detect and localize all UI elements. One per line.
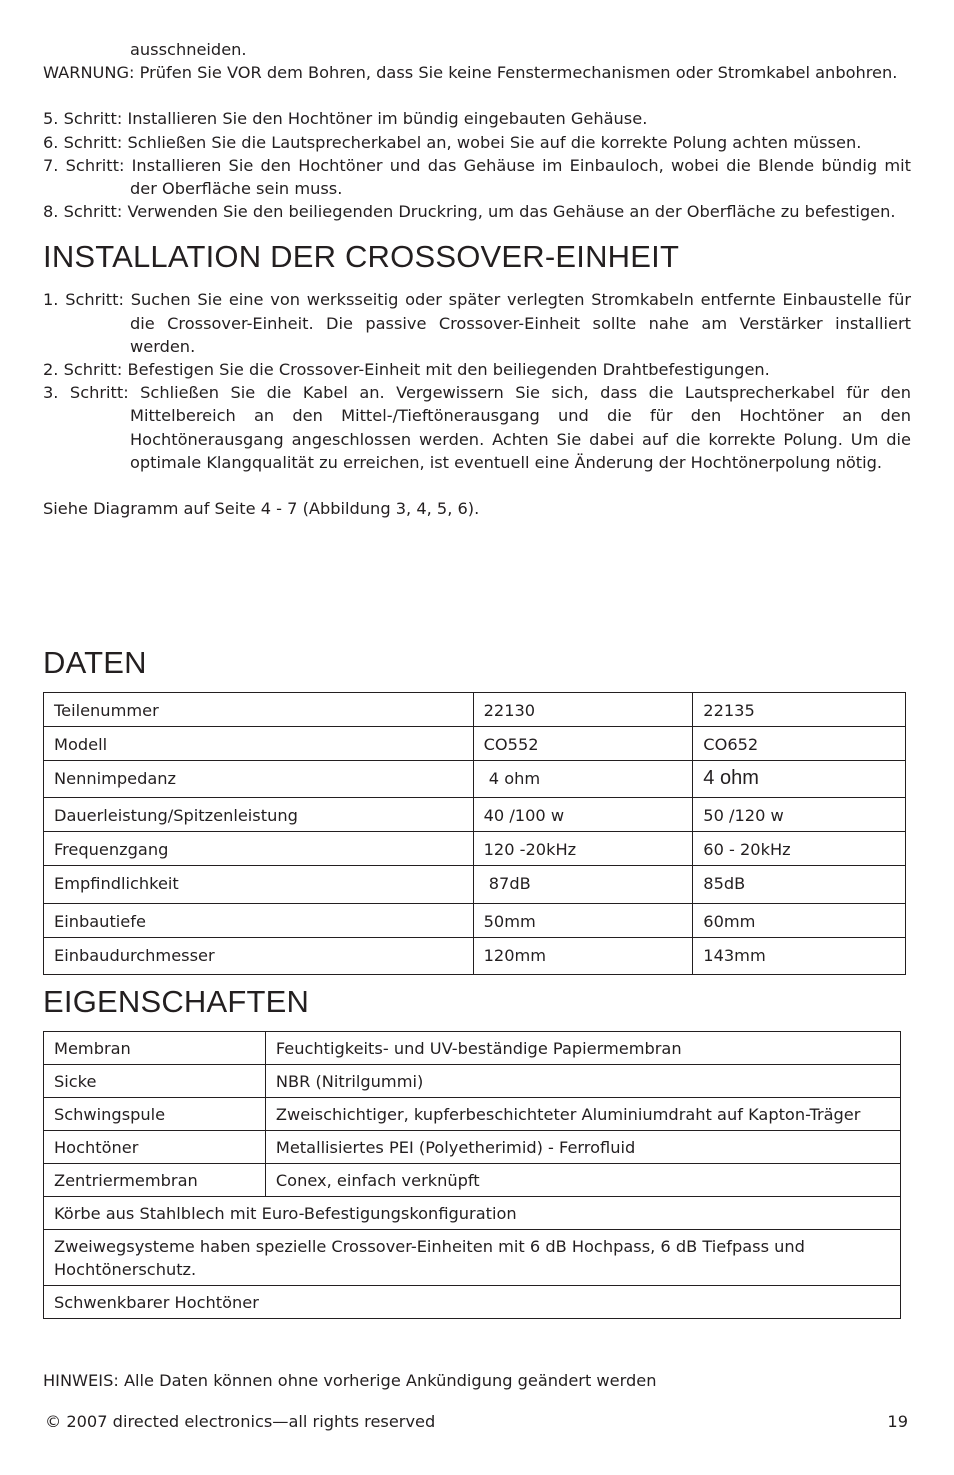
spec-value-22135: 22135 <box>693 693 906 727</box>
spec-label: Einbaudurchmesser <box>44 938 474 975</box>
spec-label: Modell <box>44 727 474 761</box>
table-row <box>44 1098 901 1131</box>
feature-full-row: Zweiwegsysteme haben spezielle Crossover-Einheiten mit 6 dB Hochpass, 6 dB Tiefpass und Hochtönerschutz. <box>44 1230 901 1286</box>
step-text: Schließen Sie die Lautsprecherkabel an, wobei Sie auf die korrekte Polung achten müssen. <box>127 132 862 152</box>
feature-label: Schwingspule <box>44 1098 266 1131</box>
spec-label: Nennimpedanz <box>44 761 474 798</box>
feature-value: Metallisiertes PEI (Polyetherimid) - Ferrofluid <box>265 1131 900 1164</box>
step-item <box>43 358 911 381</box>
spec-label: Einbautiefe <box>44 904 474 938</box>
spec-value-22130: 50mm <box>473 904 693 938</box>
step-text: Verwenden Sie den beiliegenden Druckring, um das Gehäuse an der Oberfläche zu befestigen. <box>127 202 896 222</box>
step-text: Installieren Sie den Hochtöner und das Gehäuse im Einbauloch, wobei die Blende bündig mit der Oberfläche sein muss. <box>130 155 911 199</box>
feature-label: Sicke <box>44 1065 266 1098</box>
feature-value: Feuchtigkeits- und UV-beständige Papiermembran <box>265 1032 900 1065</box>
step-item <box>43 288 911 358</box>
steps-list <box>43 107 911 223</box>
step-label: 7. Schritt: <box>43 155 125 175</box>
step-label: 3. Schritt: <box>43 383 129 403</box>
feature-label: Hochtöner <box>44 1131 266 1164</box>
step-item <box>43 107 911 130</box>
step-label: 2. Schritt: <box>43 360 123 380</box>
spec-value-22130: CO552 <box>473 727 693 761</box>
table-row <box>44 1032 901 1065</box>
crossover-steps <box>43 288 911 474</box>
intro-continuation: ausschneiden. <box>130 40 247 59</box>
eigenschaften-heading: EIGENSCHAFTEN <box>43 984 310 1019</box>
warning-text: WARNUNG: Prüfen Sie VOR dem Bohren, dass Sie keine Fenstermechanismen oder Stromkabel anbohren. <box>43 63 898 83</box>
spec-label: Teilenummer <box>44 693 474 727</box>
step-item <box>43 154 911 200</box>
step-text: Befestigen Sie die Crossover-Einheit mit den beiliegenden Drahtbefestigungen. <box>127 360 770 380</box>
spec-label: Dauerleistung/Spitzenleistung <box>44 798 474 832</box>
footer-copyright: © 2007 directed electronics—all rights reserved <box>45 1412 436 1431</box>
feature-label: Membran <box>44 1032 266 1065</box>
step-text: Suchen Sie eine von werksseitig oder später verlegten Stromkabeln entfernte Einbaustelle für die Crossover-Einheit. Die passive Crossover-Einheit sollte nahe am Verstärker installiert werden. <box>130 290 911 356</box>
feature-value: Zweischichtiger, kupferbeschichteter Aluminiumdraht auf Kapton-Träger <box>265 1098 900 1131</box>
spec-value-22130: 120mm <box>473 938 693 975</box>
daten-heading: DATEN <box>43 645 147 680</box>
spec-label: Frequenzgang <box>44 832 474 866</box>
spec-value-22135: 143mm <box>693 938 906 975</box>
page-body <box>43 38 911 520</box>
spec-value-22135: 85dB <box>693 866 906 904</box>
table-row <box>44 1164 901 1197</box>
table-row <box>44 1197 901 1230</box>
feature-label: Zentriermembran <box>44 1164 266 1197</box>
step-item <box>43 131 911 154</box>
spec-value-22135: 60 - 20kHz <box>693 832 906 866</box>
see-diagram-text: Siehe Diagramm auf Seite 4 - 7 (Abbildung 3, 4, 5, 6). <box>43 499 480 519</box>
step-text: Installieren Sie den Hochtöner im bündig eingebauten Gehäuse. <box>127 109 648 129</box>
spec-value-22130: 120 -20kHz <box>473 832 693 866</box>
eigenschaften-table <box>43 1031 901 1319</box>
table-row <box>44 727 906 761</box>
table-row <box>44 693 906 727</box>
spec-value-22135: 60mm <box>693 904 906 938</box>
spec-value-22130: 22130 <box>473 693 693 727</box>
feature-full-row: Körbe aus Stahlblech mit Euro-Befestigungskonfiguration <box>44 1197 901 1230</box>
spec-value-22135: 4 ohm <box>693 761 906 798</box>
feature-value: Conex, einfach verknüpft <box>265 1164 900 1197</box>
spec-value-22130: 4 ohm <box>473 761 693 798</box>
step-label: 1. Schritt: <box>43 290 124 310</box>
page-number: 19 <box>887 1412 908 1431</box>
spec-value-22135: CO652 <box>693 727 906 761</box>
table-row <box>44 761 906 798</box>
step-item <box>43 200 911 223</box>
table-row <box>44 798 906 832</box>
table-row <box>44 938 906 975</box>
table-row <box>44 866 906 904</box>
table-row <box>44 1131 901 1164</box>
step-label: 6. Schritt: <box>43 132 123 152</box>
table-row <box>44 832 906 866</box>
spec-value-22135: 50 /120 w <box>693 798 906 832</box>
spec-value-22130: 40 /100 w <box>473 798 693 832</box>
step-item <box>43 381 911 474</box>
step-text: Schließen Sie die Kabel an. Vergewissern Sie sich, dass die Lautsprecherkabel für den Mittelbereich an den Mittel-/Tieftönerausgang und die für den Hochtöner an den Hochtönerausgang angeschlossen werden. Achten Sie dabei auf die korrekte Polung. Um die optimale Klangqualität zu erreichen, ist eventuell eine Änderung der Hochtönerpolung nötig. <box>130 383 911 472</box>
table-row <box>44 904 906 938</box>
spec-label: Empfindlichkeit <box>44 866 474 904</box>
table-row <box>44 1230 901 1286</box>
spec-value-22130: 87dB <box>473 866 693 904</box>
step-label: 8. Schritt: <box>43 202 123 222</box>
feature-full-row: Schwenkbarer Hochtöner <box>44 1286 901 1319</box>
table-row <box>44 1065 901 1098</box>
daten-table <box>43 692 906 975</box>
crossover-heading: INSTALLATION DER CROSSOVER-EINHEIT <box>43 239 680 275</box>
table-row <box>44 1286 901 1319</box>
step-label: 5. Schritt: <box>43 109 123 129</box>
note-text: HINWEIS: Alle Daten können ohne vorherige Ankündigung geändert werden <box>43 1371 657 1390</box>
feature-value: NBR (Nitrilgummi) <box>265 1065 900 1098</box>
